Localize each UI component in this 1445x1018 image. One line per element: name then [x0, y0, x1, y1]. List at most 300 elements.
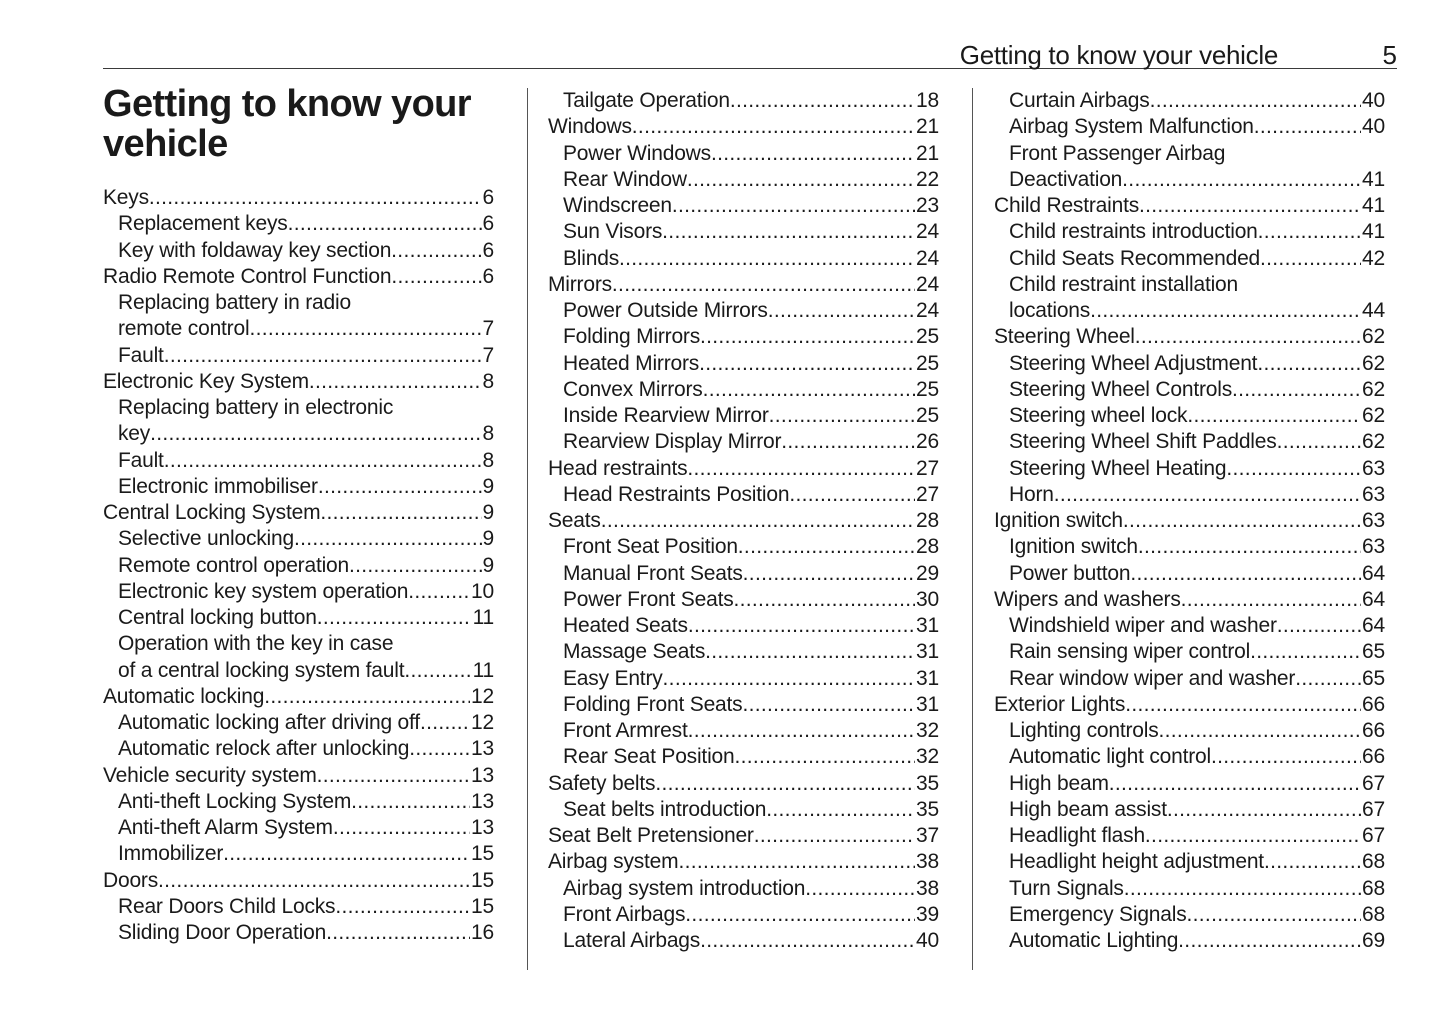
toc-page-number: 28: [916, 535, 939, 559]
dot-leader: [768, 298, 915, 324]
toc-entry-label: Sliding Door Operation: [118, 921, 327, 944]
toc-subentry[interactable]: [548, 613, 939, 639]
dot-leader: [1232, 377, 1361, 403]
dot-leader: [404, 658, 471, 684]
toc-entry-label: Windows: [548, 115, 632, 139]
toc-entry-label: Seats: [548, 509, 601, 532]
toc-page-number: 12: [471, 684, 494, 708]
dot-leader: [1159, 718, 1362, 744]
toc-entry-label: Front Seat Position: [563, 535, 738, 559]
toc-entry-label: Curtain Airbags: [1009, 89, 1150, 112]
toc-subentry[interactable]: [994, 456, 1385, 482]
toc-subentry[interactable]: [548, 88, 939, 114]
toc-page-number: 62: [1362, 351, 1385, 375]
toc-subentry[interactable]: [994, 403, 1385, 429]
toc-subentry[interactable]: [548, 561, 939, 587]
toc-subentry[interactable]: [994, 666, 1385, 692]
dot-leader: [1124, 876, 1361, 902]
toc-page-number: 9: [482, 501, 494, 524]
toc-subentry[interactable]: [103, 211, 494, 237]
toc-subentry[interactable]: [994, 534, 1385, 560]
toc-entry-label: Fault: [118, 343, 164, 367]
toc-entry-label: Manual Front Seats: [563, 561, 743, 585]
toc-entry-label: Rear Seat Position: [563, 745, 735, 769]
toc-entry-label: Automatic light control: [1009, 745, 1211, 769]
toc-entry-label: Mirrors: [548, 272, 612, 296]
toc-entry-label: Easy Entry: [563, 666, 663, 690]
toc-page-number: 44: [1362, 299, 1385, 322]
toc-page-number: 15: [471, 894, 494, 918]
toc-subentry[interactable]: [548, 246, 939, 272]
toc-page-number: 25: [916, 325, 939, 349]
toc-entry[interactable]: [548, 823, 939, 849]
toc-subentry[interactable]: [548, 876, 939, 902]
toc-entry-label-line: Front Passenger Airbag: [1009, 141, 1226, 165]
toc-page-number: 64: [1362, 587, 1385, 611]
toc-entry[interactable]: [994, 508, 1385, 534]
toc-entry-label: Electronic key system operation: [118, 579, 409, 603]
toc-subentry[interactable]: [103, 448, 494, 474]
toc-entry[interactable]: [994, 692, 1385, 718]
toc-subentry[interactable]: [103, 290, 494, 343]
toc-entry-label: Sun Visors: [563, 220, 663, 244]
column-divider: [972, 88, 973, 970]
toc-entry[interactable]: [548, 508, 939, 534]
toc-entry-label: Front Airbags: [563, 902, 686, 926]
toc-subentry[interactable]: [548, 666, 939, 692]
dot-leader: [318, 474, 482, 500]
dot-leader: [738, 534, 915, 560]
toc-subentry[interactable]: [548, 639, 939, 665]
toc-page-number: 30: [916, 587, 939, 611]
dot-leader: [699, 351, 915, 377]
toc-page-number: 40: [1362, 115, 1385, 139]
toc-entry-label: Doors: [103, 868, 159, 892]
dot-leader: [294, 526, 482, 552]
dot-leader: [1226, 456, 1361, 482]
toc-subentry[interactable]: [103, 579, 494, 605]
toc-subentry[interactable]: [994, 771, 1385, 797]
dot-leader: [1135, 324, 1361, 350]
dot-leader: [711, 141, 915, 167]
toc-subentry[interactable]: [994, 88, 1385, 114]
toc-subentry[interactable]: [548, 534, 939, 560]
toc-subentry[interactable]: [548, 429, 939, 455]
toc-subentry[interactable]: [103, 395, 494, 448]
toc-subentry[interactable]: [103, 474, 494, 500]
dot-leader: [662, 219, 915, 245]
toc-subentry[interactable]: [548, 587, 939, 613]
dot-leader: [1258, 219, 1361, 245]
toc-subentry[interactable]: [994, 377, 1385, 403]
toc-page-number: 18: [916, 89, 939, 112]
toc-entry-label: Seat belts introduction: [563, 797, 767, 821]
dot-leader: [754, 823, 915, 849]
toc-entry-label: Seat Belt Pretensioner: [548, 824, 754, 847]
toc-page-number: 35: [916, 771, 939, 795]
toc-page-number: 9: [482, 527, 494, 551]
toc-subentry[interactable]: [994, 351, 1385, 377]
toc-entry-label-line: Replacing battery in electronic: [118, 396, 394, 419]
dot-leader: [223, 841, 470, 867]
toc-entry-label: Heated Seats: [563, 614, 688, 637]
toc-entry-label: High beam: [1009, 771, 1109, 795]
dot-leader: [1139, 193, 1361, 219]
page-number: 5: [1382, 40, 1397, 70]
toc-entry[interactable]: [548, 456, 939, 482]
toc-entry[interactable]: [548, 272, 939, 298]
dot-leader: [735, 744, 916, 770]
dot-leader: [391, 238, 481, 264]
dot-leader: [700, 324, 915, 350]
toc-entry-label: Head Restraints Position: [563, 482, 790, 506]
toc-page-number: 25: [916, 404, 939, 427]
toc-page-number: 39: [916, 902, 939, 926]
toc-page-number: 16: [471, 921, 494, 944]
toc-subentry[interactable]: [103, 710, 494, 736]
dot-leader: [408, 579, 470, 605]
toc-subentry[interactable]: [994, 272, 1385, 325]
toc-page-number: 15: [471, 868, 494, 892]
toc-entry-label: Turn Signals: [1009, 876, 1124, 900]
toc-page-number: 8: [482, 422, 494, 446]
toc-subentry[interactable]: [994, 613, 1385, 639]
toc-entry-label: of a central locking system fault: [118, 658, 405, 682]
toc-entry-label: Rear Doors Child Locks: [118, 894, 336, 918]
dot-leader: [688, 718, 915, 744]
dot-leader: [1254, 114, 1361, 140]
dot-leader: [672, 193, 915, 219]
toc-subentry[interactable]: [103, 815, 494, 841]
toc-entry[interactable]: [994, 324, 1385, 350]
toc-subentry[interactable]: [994, 823, 1385, 849]
dot-leader: [1260, 246, 1361, 272]
dot-leader: [687, 167, 915, 193]
toc-entry-label: Automatic locking: [103, 684, 265, 708]
toc-subentry[interactable]: [548, 744, 939, 770]
toc-subentry[interactable]: [994, 246, 1385, 272]
toc-subentry[interactable]: [548, 403, 939, 429]
toc-subentry[interactable]: [548, 193, 939, 219]
toc-entry-label: Selective unlocking: [118, 527, 294, 551]
toc-entry-label: Child Restraints: [994, 194, 1140, 217]
toc-subentry[interactable]: [103, 343, 494, 369]
toc-subentry[interactable]: [994, 141, 1385, 194]
toc-subentry[interactable]: [103, 789, 494, 815]
dot-leader: [391, 264, 481, 290]
toc-subentry[interactable]: [548, 482, 939, 508]
toc-entry[interactable]: [103, 185, 494, 211]
toc-column-3: [994, 88, 1385, 954]
dot-leader: [1211, 744, 1361, 770]
toc-entry-label: Blinds: [563, 246, 619, 270]
toc-entry-label: Child restraints introduction: [1009, 220, 1258, 244]
toc-entry-label: Central Locking System: [103, 501, 321, 524]
page-title: Getting to know your vehicle: [103, 83, 471, 165]
dot-leader: [1122, 167, 1361, 193]
toc-subentry[interactable]: [548, 902, 939, 928]
dot-leader: [1187, 403, 1361, 429]
toc-page-number: 38: [916, 876, 939, 900]
toc-entry-label: Ignition switch: [994, 509, 1123, 532]
toc-page-number: 11: [472, 606, 494, 629]
toc-entry-label: Windscreen: [563, 194, 672, 217]
toc-entry[interactable]: [994, 587, 1385, 613]
toc-entry-label: remote control: [118, 317, 250, 341]
toc-subentry[interactable]: [994, 718, 1385, 744]
toc-subentry[interactable]: [994, 876, 1385, 902]
toc-page-number: 22: [916, 167, 939, 191]
toc-subentry[interactable]: [548, 718, 939, 744]
dot-leader: [288, 211, 482, 237]
toc-subentry[interactable]: [103, 894, 494, 920]
toc-entry-label: Exterior Lights: [994, 692, 1126, 716]
toc-page-number: 66: [1362, 745, 1385, 769]
dot-leader: [688, 613, 915, 639]
toc-entry-label: Steering Wheel Shift Paddles: [1009, 430, 1277, 454]
toc-subentry[interactable]: [994, 114, 1385, 140]
toc-subentry[interactable]: [103, 238, 494, 264]
toc-page-number: 9: [482, 553, 494, 577]
dot-leader: [309, 369, 482, 395]
dot-leader: [612, 272, 915, 298]
toc-subentry[interactable]: [103, 920, 494, 946]
toc-page-number: 31: [916, 692, 939, 716]
toc-entry[interactable]: [103, 500, 494, 526]
toc-entry-label: Replacement keys: [118, 212, 288, 236]
toc-entry-label: Fault: [118, 448, 164, 472]
toc-page-number: 65: [1362, 666, 1385, 690]
toc-page-number: 13: [471, 763, 494, 787]
dot-leader: [1090, 298, 1361, 324]
toc-subentry[interactable]: [548, 928, 939, 954]
toc-page-number: 35: [916, 797, 939, 821]
toc-entry-label: Safety belts: [548, 771, 656, 795]
dot-leader: [409, 736, 470, 762]
dot-leader: [700, 928, 915, 954]
toc-subentry[interactable]: [548, 167, 939, 193]
toc-page-number: 41: [1362, 220, 1385, 244]
dot-leader: [164, 448, 482, 474]
running-title: Getting to know your vehicle: [959, 40, 1278, 70]
toc-subentry[interactable]: [548, 219, 939, 245]
toc-entry-label: Anti-theft Locking System: [118, 789, 352, 813]
toc-subentry[interactable]: [548, 377, 939, 403]
toc-subentry[interactable]: [103, 553, 494, 579]
toc-subentry[interactable]: [994, 797, 1385, 823]
toc-entry-label: Front Armrest: [563, 719, 688, 742]
toc-entry[interactable]: [103, 868, 494, 894]
toc-entry-label: Central locking button: [118, 606, 317, 629]
toc-page-number: 64: [1362, 561, 1385, 585]
dot-leader: [685, 902, 915, 928]
dot-leader: [1109, 771, 1361, 797]
dot-leader: [730, 88, 915, 114]
toc-page-number: 6: [482, 238, 494, 262]
toc-entry[interactable]: [548, 771, 939, 797]
toc-entry-label: Remote control operation: [118, 553, 349, 577]
toc-entry-label: Immobilizer: [118, 842, 224, 866]
toc-page-number: 68: [1362, 850, 1385, 874]
dot-leader: [1145, 823, 1361, 849]
toc-entry-label: Power Outside Mirrors: [563, 299, 768, 322]
dot-leader: [420, 710, 470, 736]
toc-page-number: 64: [1362, 614, 1385, 637]
dot-leader: [601, 508, 915, 534]
toc-subentry[interactable]: [994, 219, 1385, 245]
toc-subentry[interactable]: [103, 631, 494, 684]
toc-entry-label: Lighting controls: [1009, 719, 1159, 742]
toc-page-number: 62: [1362, 404, 1385, 427]
toc-entry-label: Steering Wheel Heating: [1009, 456, 1227, 480]
toc-entry-label: Rain sensing wiper control: [1009, 640, 1251, 664]
toc-page-number: 32: [916, 719, 939, 742]
toc-entry-label: Radio Remote Control Function: [103, 264, 392, 288]
toc-entry[interactable]: [103, 264, 494, 290]
toc-entry-label: Keys: [103, 186, 149, 209]
toc-entry[interactable]: [994, 193, 1385, 219]
toc-page-number: 6: [482, 264, 494, 288]
toc-entry-label: Rear window wiper and washer: [1009, 666, 1296, 690]
toc-page-number: 27: [916, 456, 939, 480]
toc-entry-label: Steering Wheel Controls: [1009, 377, 1233, 401]
toc-page-number: 7: [482, 343, 494, 367]
toc-page-number: 63: [1362, 482, 1385, 506]
toc-page-number: 66: [1362, 692, 1385, 716]
dot-leader: [781, 429, 915, 455]
toc-page-number: 40: [1362, 89, 1385, 112]
toc-subentry[interactable]: [994, 744, 1385, 770]
dot-leader: [1167, 797, 1361, 823]
toc-subentry[interactable]: [103, 841, 494, 867]
dot-leader: [1138, 534, 1361, 560]
dot-leader: [1054, 482, 1361, 508]
toc-subentry[interactable]: [994, 849, 1385, 875]
toc-entry-label-line: Child restraint installation: [1009, 272, 1239, 296]
dot-leader: [1277, 429, 1361, 455]
dot-leader: [1130, 561, 1361, 587]
dot-leader: [158, 868, 470, 894]
dot-leader: [743, 561, 915, 587]
toc-subentry[interactable]: [548, 298, 939, 324]
dot-leader: [317, 763, 470, 789]
toc-page-number: 38: [916, 850, 939, 874]
toc-entry[interactable]: [103, 763, 494, 789]
toc-page-number: 69: [1362, 929, 1385, 952]
toc-subentry[interactable]: [994, 561, 1385, 587]
toc-page-number: 67: [1362, 797, 1385, 821]
dot-leader: [1181, 587, 1361, 613]
toc-page-number: 6: [482, 186, 494, 209]
dot-leader: [742, 692, 915, 718]
toc-subentry[interactable]: [994, 482, 1385, 508]
toc-page-number: 66: [1362, 719, 1385, 742]
running-header: [103, 34, 1397, 69]
toc-entry-label: Emergency Signals: [1009, 902, 1187, 926]
toc-page-number: 31: [916, 614, 939, 637]
toc-subentry[interactable]: [548, 692, 939, 718]
toc-subentry[interactable]: [994, 902, 1385, 928]
toc-entry-label: Massage Seats: [563, 640, 706, 664]
toc-page-number: 8: [482, 369, 494, 393]
dot-leader: [320, 500, 481, 526]
toc-entry-label: Headlight flash: [1009, 824, 1145, 847]
toc-subentry[interactable]: [103, 526, 494, 552]
toc-subentry[interactable]: [548, 797, 939, 823]
toc-entry-label: Automatic locking after driving off: [118, 711, 420, 734]
toc-page-number: 68: [1362, 902, 1385, 926]
toc-entry-label: Rearview Display Mirror: [563, 430, 782, 454]
toc-entry-label: key: [118, 422, 151, 446]
dot-leader: [326, 920, 470, 946]
toc-entry-label: Key with foldaway key section: [118, 238, 392, 262]
toc-entry-label: Automatic Lighting: [1009, 929, 1179, 952]
toc-page-number: 25: [916, 351, 939, 375]
toc-entry[interactable]: [548, 849, 939, 875]
toc-page-number: 41: [1362, 194, 1385, 217]
toc-page-number: 31: [916, 640, 939, 664]
toc-page-number: 13: [471, 789, 494, 813]
toc-subentry[interactable]: [103, 605, 494, 631]
dot-leader: [335, 894, 470, 920]
toc-entry[interactable]: [103, 369, 494, 395]
toc-subentry[interactable]: [994, 429, 1385, 455]
toc-entry[interactable]: [548, 114, 939, 140]
toc-page-number: 31: [916, 666, 939, 690]
toc-entry-label: Rear Window: [563, 167, 687, 191]
toc-subentry[interactable]: [994, 639, 1385, 665]
toc-subentry[interactable]: [103, 736, 494, 762]
toc-subentry[interactable]: [548, 351, 939, 377]
toc-page-number: 24: [916, 246, 939, 270]
toc-entry-label: Head restraints: [548, 456, 688, 480]
dot-leader: [149, 185, 482, 211]
dot-leader: [687, 456, 915, 482]
dot-leader: [663, 666, 915, 692]
toc-page-number: 26: [916, 430, 939, 454]
toc-subentry[interactable]: [994, 928, 1385, 954]
dot-leader: [317, 605, 472, 631]
toc-entry-label-line: Replacing battery in radio: [118, 291, 351, 314]
toc-entry-label: Windshield wiper and washer: [1009, 614, 1277, 637]
toc-entry-label: Steering wheel lock: [1009, 404, 1188, 427]
dot-leader: [349, 553, 482, 579]
toc-page-number: 65: [1362, 640, 1385, 664]
dot-leader: [619, 246, 915, 272]
toc-entry-label: Ignition switch: [1009, 535, 1138, 559]
toc-page-number: 8: [482, 448, 494, 472]
toc-entry-label: Airbag system: [548, 850, 679, 874]
dot-leader: [1123, 508, 1361, 534]
dot-leader: [766, 797, 915, 823]
toc-page-number: 63: [1362, 456, 1385, 480]
toc-entry-label: Power button: [1009, 561, 1131, 585]
toc-entry[interactable]: [103, 684, 494, 710]
toc-page-number: 41: [1362, 167, 1385, 191]
dot-leader: [150, 421, 481, 447]
toc-subentry[interactable]: [548, 141, 939, 167]
toc-subentry[interactable]: [548, 324, 939, 350]
dot-leader: [249, 316, 481, 342]
toc-entry-label: Steering Wheel: [994, 325, 1135, 349]
toc-page-number: 10: [471, 579, 494, 603]
toc-entry-label: High beam assist: [1009, 797, 1167, 821]
toc-entry-label: Power Windows: [563, 141, 711, 165]
dot-leader: [351, 789, 470, 815]
toc-page-number: 62: [1362, 325, 1385, 349]
toc-page-number: 67: [1362, 771, 1385, 795]
toc-page-number: 28: [916, 509, 939, 532]
